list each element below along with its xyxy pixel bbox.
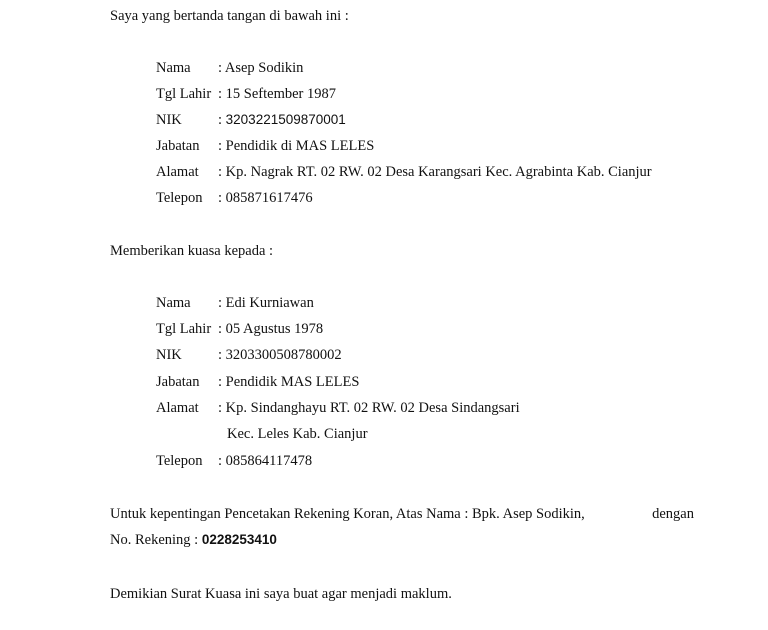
penerima-telepon-value: : 085864117478 bbox=[218, 453, 313, 469]
penerima-telepon-row bbox=[156, 452, 312, 470]
penerima-alamat-continuation: Kec. Leles Kab. Cianjur bbox=[227, 426, 368, 442]
pemberi-nik-colon: : bbox=[218, 112, 223, 128]
kuasa-heading: Memberikan kuasa kepada : bbox=[110, 243, 274, 259]
rekening-value: 0228253410 bbox=[201, 532, 277, 547]
keperluan-tail: dengan bbox=[652, 506, 694, 522]
penerima-nik-value: : 3203300508780002 bbox=[218, 347, 342, 363]
penerima-nama-label: Nama bbox=[156, 295, 191, 311]
rekening-label: No. Rekening : bbox=[110, 532, 202, 548]
rekening-line bbox=[110, 531, 277, 549]
penutup-text: Demikian Surat Kuasa ini saya buat agar menjadi maklum. bbox=[110, 586, 452, 602]
pemberi-tgl-lahir-row bbox=[156, 85, 336, 103]
penerima-telepon-label: Telepon bbox=[156, 453, 203, 469]
penerima-alamat-value: : Kp. Sindanghayu RT. 02 RW. 02 Desa Sindangsari bbox=[218, 400, 520, 416]
penerima-nama-value: : Edi Kurniawan bbox=[218, 295, 314, 311]
pemberi-telepon-row bbox=[156, 189, 313, 207]
keperluan-paragraph bbox=[110, 505, 694, 523]
pemberi-nama-label: Nama bbox=[156, 60, 191, 76]
pemberi-nama-row bbox=[156, 59, 303, 77]
pemberi-tgl-lahir-value: : 15 Seftember 1987 bbox=[218, 86, 336, 102]
pemberi-alamat-row bbox=[156, 163, 652, 181]
penerima-tgl-lahir-row bbox=[156, 320, 323, 338]
pemberi-nama-value: : Asep Sodikin bbox=[218, 60, 304, 76]
penerima-jabatan-row bbox=[156, 373, 359, 391]
pemberi-jabatan-row bbox=[156, 137, 374, 155]
penerima-nik-row bbox=[156, 346, 342, 364]
pemberi-jabatan-value: : Pendidik di MAS LELES bbox=[218, 138, 375, 154]
pemberi-telepon-label: Telepon bbox=[156, 190, 203, 206]
pemberi-nik-row bbox=[156, 111, 346, 129]
pemberi-nik-label: NIK bbox=[156, 112, 182, 128]
pemberi-alamat-value: : Kp. Nagrak RT. 02 RW. 02 Desa Karangsari Kec. Agrabinta Kab. Cianjur bbox=[218, 164, 652, 180]
penerima-nik-label: NIK bbox=[156, 347, 182, 363]
penerima-alamat-row bbox=[156, 399, 520, 417]
pemberi-alamat-label: Alamat bbox=[156, 164, 199, 180]
penerima-jabatan-value: : Pendidik MAS LELES bbox=[218, 374, 360, 390]
pemberi-jabatan-label: Jabatan bbox=[156, 138, 200, 154]
pemberi-nik-value: 3203221509870001 bbox=[225, 112, 346, 127]
penerima-alamat-label: Alamat bbox=[156, 400, 199, 416]
keperluan-text: Untuk kepentingan Pencetakan Rekening Koran, Atas Nama : Bpk. Asep Sodikin, bbox=[110, 506, 585, 522]
penerima-tgl-lahir-value: : 05 Agustus 1978 bbox=[218, 321, 324, 337]
penerima-nama-row bbox=[156, 294, 314, 312]
pemberi-tgl-lahir-label: Tgl Lahir bbox=[156, 86, 212, 102]
penerima-tgl-lahir-label: Tgl Lahir bbox=[156, 321, 212, 337]
pemberi-telepon-value: : 085871617476 bbox=[218, 190, 313, 206]
intro-text: Saya yang bertanda tangan di bawah ini : bbox=[110, 8, 349, 24]
penerima-jabatan-label: Jabatan bbox=[156, 374, 200, 390]
